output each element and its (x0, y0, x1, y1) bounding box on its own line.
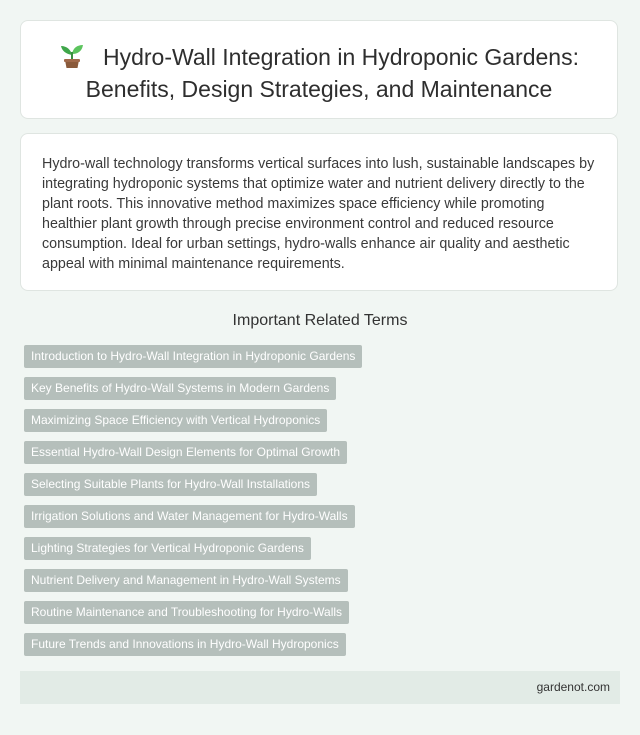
related-term-link[interactable]: Key Benefits of Hydro-Wall Systems in Modern Gardens (24, 377, 336, 400)
footer-site-name[interactable]: gardenot.com (536, 680, 610, 694)
related-term-link[interactable]: Introduction to Hydro-Wall Integration in Hydroponic Gardens (24, 345, 362, 368)
related-term-link[interactable]: Selecting Suitable Plants for Hydro-Wall Installations (24, 473, 317, 496)
related-term-link[interactable]: Lighting Strategies for Vertical Hydroponic Gardens (24, 537, 311, 560)
intro-card (20, 133, 618, 291)
related-term-link[interactable]: Essential Hydro-Wall Design Elements for Optimal Growth (24, 441, 347, 464)
related-term-link[interactable]: Nutrient Delivery and Management in Hydro-Wall Systems (24, 569, 348, 592)
footer (20, 671, 620, 704)
title-line-2: Benefits, Design Strategies, and Maintenance (85, 76, 553, 102)
related-term-link[interactable]: Maximizing Space Efficiency with Vertical Hydroponics (24, 409, 327, 432)
title-line-1: Hydro-Wall Integration in Hydroponic Gardens: (103, 44, 579, 70)
page-title (21, 41, 617, 105)
related-term-link[interactable]: Future Trends and Innovations in Hydro-Wall Hydroponics (24, 633, 346, 656)
related-term-link[interactable]: Irrigation Solutions and Water Management for Hydro-Walls (24, 505, 355, 528)
intro-paragraph: Hydro-wall technology transforms vertical surfaces into lush, sustainable landscapes by integrating hydroponic systems that optimize water and nutrient delivery directly to the plant roots. This innovative method maximizes space efficiency while promoting healthier plant growth through precise environment control and reduced resource consumption. Ideal for urban settings, hydro-walls enhance air quality and aesthetic appeal with minimal maintenance requirements. (42, 156, 595, 272)
related-term-link[interactable]: Routine Maintenance and Troubleshooting for Hydro-Walls (24, 601, 349, 624)
title-card (20, 20, 618, 119)
related-terms-list (24, 345, 362, 665)
sprout-icon (59, 41, 85, 69)
related-terms-heading: Important Related Terms (232, 312, 408, 329)
